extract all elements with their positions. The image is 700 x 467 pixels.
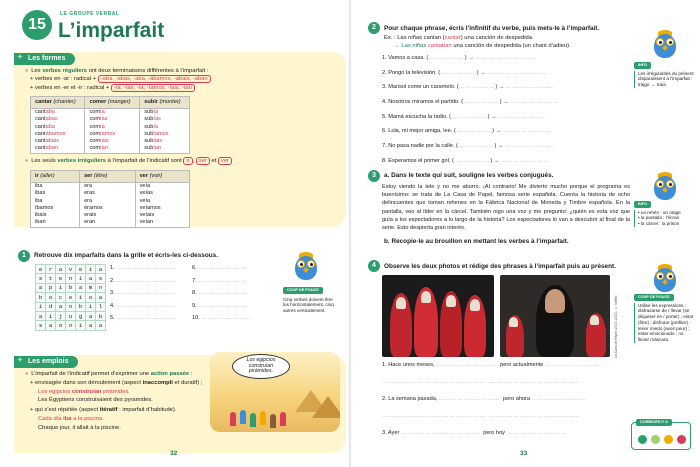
list-item[interactable]: 8. Esperamos el primer gol. (………………) → …………………… [382,157,550,164]
table-cell: cantabas [31,116,85,123]
table-row [31,124,190,131]
exercise-2-title: Pour chaque phrase, écris l’infinitif du verbe, puis mets-le à l’imparfait. [384,25,600,32]
grid-cell[interactable]: í [36,302,46,311]
speech-bubble: Los egipcios construían pirámides. [232,354,290,379]
table-cell: comíais [85,138,140,145]
answer-line[interactable]: 1. ………………………… [110,265,178,271]
grid-cell[interactable]: i [86,302,96,311]
grid-cell[interactable]: e [76,265,86,274]
table-cell: subían [140,145,190,153]
happy-face-icon[interactable] [638,435,647,444]
exercise-3-number: 3 [368,170,380,182]
info-item: • un rehén : un otage [638,209,681,215]
grid-cell[interactable]: í [56,283,66,292]
table-row [31,205,190,212]
table-row [31,145,190,153]
table-cell: veías [135,190,189,197]
table-row [31,131,190,138]
table-row [31,108,190,116]
table-cell: veía [135,182,189,190]
endings-ar-line: + verbes en -ar : radical + -aba, -abas, -aba, -ábamos, -abais, -aban [30,76,211,83]
grid-cell[interactable]: í [76,321,86,330]
table-row [31,182,190,190]
table-cell: cantaba [31,124,85,131]
table-header-cantar: cantar (chanter) [31,97,85,109]
answers-col-2 [192,265,250,328]
exercise-3-title-a: a. Dans le texte qui suit, souligne les verbes conjugués. [384,172,554,179]
tip-box-ex4 [634,294,694,343]
table-cell: eras [80,190,136,197]
exercise-3-title-b: b. Recopie-le au brouillon en mettant les verbes à l’imparfait. [384,238,569,245]
emplois-bullet-1: » L’imparfait de l’indicatif permet d’exprimer une action passée : [25,371,193,377]
exercise-1-number: 1 [18,250,30,262]
answer-line[interactable]: 3. ………………………… [110,290,178,297]
grid-cell[interactable]: o [66,302,76,311]
grid-cell[interactable]: a [46,321,56,330]
example-fr-1: Les Égyptiens construisaient des pyramides. [38,397,153,403]
grid-cell[interactable]: s [36,321,46,330]
grid-cell[interactable]: a [86,311,96,320]
grid-cell[interactable]: í [76,293,86,302]
table-row [31,198,190,205]
table-cell: cantabais [31,138,85,145]
list-item[interactable]: 5. Mamá escucha la radio. (………………) → …………………… [382,113,547,120]
list-item[interactable]: …………………………………………… ……………………………………… [382,413,581,419]
table-cell: era [80,182,136,190]
table-cell: era [80,198,136,205]
info-box-ex2 [634,62,696,88]
grid-cell[interactable]: b [66,283,76,292]
table-cell: ibas [31,190,80,197]
example-es-1: Los egipcios construían pirámides. [38,389,130,395]
grid-row [36,274,106,283]
table-cell: subía [140,124,190,131]
grid-cell[interactable]: í [46,311,56,320]
grid-row [36,265,106,274]
content-face-icon[interactable] [651,435,660,444]
info-label: INFO [634,201,651,208]
table-header-ser: ser (être) [80,171,136,183]
answer-line[interactable]: 4. ………………………… [110,302,178,309]
grid-cell[interactable]: a [36,311,46,320]
formes-bullet-regular: » Les verbes réguliers ont deux terminaisons différentes à l’imparfait : [25,68,209,74]
example-fr-2: Chaque jour, il allait à la piscine. [38,425,121,431]
grid-cell[interactable]: g [76,311,86,320]
exercise-2-example-answer: → Las niñas cantaban una canción de despedida (un chant d’adieu). [394,43,571,49]
grid-cell[interactable]: a [76,283,86,292]
grid-row [36,293,106,302]
info-text: Les irrégularités du présent disparaissent à l’imparfait : [638,70,694,82]
grid-row [36,302,106,311]
list-item[interactable]: 4. Nosotros miramos el partido. (………………) → …………………… [382,99,560,106]
page-number-left: 32 [170,449,178,457]
emplois-bullet-2: + envisagée dans son déroulement (aspect inaccompli et duratif) ; [30,380,203,386]
photo-credit: La Casa de Papel (2017-2021), © Netflix [614,295,618,358]
table-header-subir: subir (monter) [140,97,190,109]
table-cell: veían [135,219,189,227]
exercise-2-items [382,55,612,173]
table-cell: veíamos [135,205,189,212]
table-row [31,219,190,227]
answer-line[interactable]: 10. …………………… [192,315,251,322]
list-item[interactable]: 3. Ayer ………………………………… pero hoy ………………………… [382,430,568,436]
table-header-ir: ir (aller) [31,171,80,183]
table-cell: iba [31,198,80,205]
grid-cell[interactable]: n [66,274,76,283]
tip-box-ex1 [283,287,335,314]
table-cell: íbamos [31,205,80,212]
grid-cell[interactable]: í [76,274,86,283]
tip-label: COUP DE POUCE [634,294,674,301]
grid-cell[interactable]: o [66,321,76,330]
exercise-4-lines [382,362,600,447]
grid-cell[interactable]: a [56,302,66,311]
grid-cell[interactable]: e [56,274,66,283]
table-row [31,116,190,123]
word-search-grid[interactable] [35,264,106,331]
grid-cell[interactable]: o [56,321,66,330]
table-cell: éramos [80,205,136,212]
owl-mascot-icon [652,170,680,202]
table-cell: veía [135,198,189,205]
list-item[interactable]: 2. Pongo la televisión. (………………) → ………………………… [382,69,549,76]
exercise-2-example: Ex. : Las niñas cantan (cantar) una canción de despedida. [384,35,534,41]
table-cell: iba [31,182,80,190]
score-label: CORRIGÉS P. 8 [636,419,672,426]
list-item[interactable]: 1. Vamos a casa. (………………) → ………………………… [382,55,537,61]
grid-cell[interactable]: a [36,283,46,292]
info-item: • la cárcel : la prison [638,221,680,227]
regular-conjugation-table [30,96,190,154]
table-cell: cantaban [31,145,85,153]
grid-cell[interactable]: a [86,274,96,283]
example-es-2: Cada día iba a la piscina. [38,416,104,422]
grid-cell[interactable]: m [86,283,96,292]
table-cell: eran [80,219,136,227]
table-cell: comía [85,124,140,131]
grid-row [36,311,106,320]
formes-bullet-irregular: » Les seuls verbes irréguliers à l’imparfait de l’indicatif sont ir , ser et ver [25,158,232,165]
endings-ar: -aba, -abas, -aba, -ábamos, -abais, -aban [98,75,211,83]
grid-cell[interactable]: e [36,265,46,274]
exercise-1-title: Retrouve dix imparfaits dans la grille et écris-les ci-dessous. [34,252,218,259]
self-score-box[interactable] [631,422,691,450]
grid-row [36,321,106,330]
list-item[interactable]: …………………………………………… ……………………………………… [382,379,581,385]
list-item[interactable]: 6. Lola, mi mejor amiga, lee. (………………) → …………………… [382,128,552,135]
exercise-2-number: 2 [368,22,380,34]
grid-cell[interactable]: v [66,265,76,274]
table-cell: comías [85,116,140,123]
answer-line[interactable]: 7. …………………… [192,277,247,284]
table-row [31,212,190,219]
grid-row [36,283,106,292]
chapter-group: LE GROUPE VERBAL [60,11,120,17]
info-item: • la pantalla : l’écran [638,215,680,221]
answer-line[interactable]: 8. …………………… [192,290,247,297]
grid-cell[interactable]: e [66,293,76,302]
tip-label: COUP DE POUCE [283,287,323,294]
list-item[interactable]: 3. Marisol come un caramelo. (………………) → …………………… [382,84,555,91]
page-number-right: 33 [520,449,528,457]
egyptians-cartoon [210,352,340,432]
table-cell: comíamos [85,131,140,138]
answer-line[interactable]: 2. ………………………… [110,277,178,284]
info-label: INFO [634,62,651,69]
table-row [31,190,190,197]
table-cell: cantaba [31,108,85,116]
grid-cell[interactable]: u [66,311,76,320]
chapter-title: L’imparfait [58,19,165,42]
endings-er: -ía, -ías, -ía, -íamos, -íais, -ían [111,84,195,92]
grid-cell[interactable]: b [96,311,106,320]
list-item[interactable]: 1. Hace unos meses, ………………………… pero actualmente ……………………… [382,362,600,368]
emplois-bullet-3: + qui s’est répétée (aspect itératif : imparfait d’habitude). [30,407,177,413]
chapter-number-badge: 15 [22,10,52,40]
grid-cell[interactable]: d [46,302,56,311]
grid-cell[interactable]: p [46,283,56,292]
answer-line[interactable]: 6. …………………… [192,265,247,271]
answer-line[interactable]: 9. …………………… [192,302,247,309]
grid-cell[interactable]: a [56,265,66,274]
exercise-4-number: 4 [368,260,380,272]
grid-cell[interactable]: n [96,283,106,292]
table-cell: veíais [135,212,189,219]
photo-professor-and-masks [500,275,610,357]
table-cell: erais [80,212,136,219]
grid-cell[interactable]: r [46,265,56,274]
table-cell: cantábamos [31,131,85,138]
grid-cell[interactable]: a [96,265,106,274]
table-cell: subíais [140,138,190,145]
answer-line[interactable]: 5. ………………………… [110,315,178,322]
table-cell: comía [85,108,140,116]
tip-text: Cinq verbes doivent être lus horizontalement, cinq autres verticalement. [283,296,334,314]
grid-cell[interactable]: l [96,302,106,311]
grid-cell[interactable]: a [86,321,96,330]
owl-mascot-icon [652,28,680,60]
grid-cell[interactable]: o [46,293,56,302]
neutral-face-icon[interactable] [664,435,673,444]
exercise-3-paragraph: Estoy viendo la tele y no me aburro. ¡Al contrario! Me divierto mucho porque el programa es buenísimo: se trata de La Casa de Papel, famosa serie española. Cuenta la historia de ocho delincuentes que toman rehenes en la Fábrica Nacional de Moneda y Timbre española. En la pantalla, veo al líder en la cárcel. También oigo una voz y me pregunto: ¿quién es esta voz que guía a los espectadores a lo largo de la historia? Los espectadores lo van a descubrir al final de la serie. Esto despierta gran interés. [382,184,630,232]
info-box-ex3 [634,201,696,227]
right-page [352,0,700,467]
grid-cell[interactable]: t [46,274,56,283]
table-header-ver: ver (voir) [135,171,189,183]
grid-cell[interactable]: s [96,274,106,283]
table-cell: comían [85,145,140,153]
table-row [31,138,190,145]
table-cell: ibais [31,212,80,219]
sad-face-icon[interactable] [677,435,686,444]
photo-masked-robbers [382,275,494,357]
table-header-comer: comer (manger) [85,97,140,109]
info-example: trajgo → traía [638,82,666,88]
grid-cell[interactable]: o [86,293,96,302]
owl-mascot-icon [293,250,321,282]
grid-cell[interactable]: j [56,311,66,320]
tip-text: Utilise les expressions : disfrazarse de / llevar (se déguiser en / porter) ; estar (être) ; disfrutar (profiter) ; tener miedo (avoir peur) ; estar emocionado ; no llevar máscara. [634,303,694,343]
grid-cell[interactable]: s [36,274,46,283]
owl-mascot-icon [652,262,680,294]
exercise-4-title: Observe les deux photos et rédige des phrases à l’imparfait puis au présent. [384,263,616,270]
table-cell: subías [140,116,190,123]
grid-cell[interactable]: í [86,265,96,274]
grid-cell[interactable]: a [96,293,106,302]
grid-cell[interactable]: b [36,293,46,302]
table-cell: subíamos [140,131,190,138]
answers-col-1 [110,265,177,328]
grid-cell[interactable]: b [76,302,86,311]
emplois-section-label: ✦ Les emplois [14,356,78,368]
irregular-conjugation-table [30,170,190,228]
grid-cell[interactable]: c [56,293,66,302]
grid-cell[interactable]: a [96,321,106,330]
list-item[interactable]: 7. No pasa nadie por la calle. (………………) → …………………… [382,143,554,150]
table-cell: iban [31,219,80,227]
formes-section-label: ✦ Les formes [14,53,75,65]
list-item[interactable]: 2. La semana pasada, ………………………… pero ahora ……………………… [382,396,587,402]
endings-er-line: + verbes en -er et -ir : radical + -ía, -ías, -ía, -íamos, -íais, -ían [30,85,195,92]
table-cell: subía [140,108,190,116]
